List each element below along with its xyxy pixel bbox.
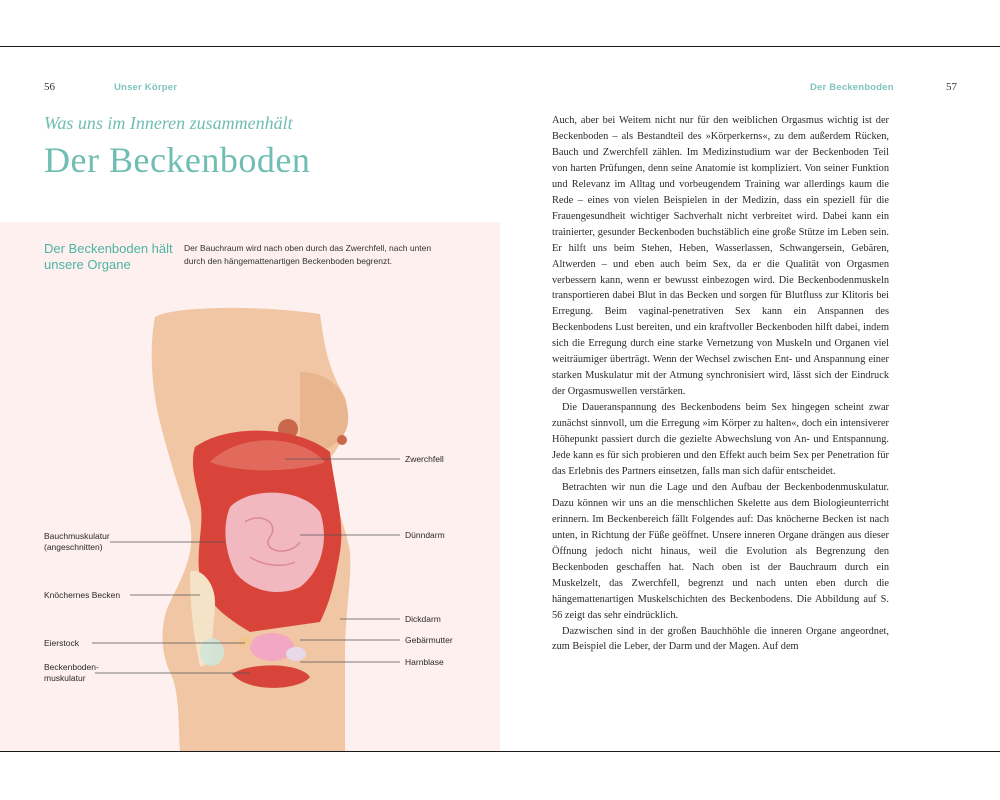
body-text	[552, 113, 889, 655]
label-beckenboden-1: Beckenboden-	[44, 662, 99, 672]
label-beckenboden-2: muskulatur	[44, 673, 86, 683]
label-gebaermutter: Gebärmutter	[405, 635, 453, 645]
page-number-left: 56	[44, 81, 55, 93]
ovary-shape	[238, 637, 252, 647]
nipple-right	[337, 435, 347, 445]
running-head-right: Der Beckenboden	[810, 82, 894, 93]
label-harnblase: Harnblase	[405, 657, 444, 667]
figure-caption: Der Bauchraum wird nach oben durch das Zwerchfell, nach unten durch den hängemattenartigen Beckenboden begrenzt.	[184, 243, 432, 266]
paragraph: Betrachten wir nun die Lage und den Aufbau der Beckenbodenmuskulatur. Dazu können wir uns an die menschlichen Skelette aus dem Biologieunterricht erinnern. Im Beckenbereich fällt Folgendes auf: Das knöcherne Becken ist nach unten, in Richtung der Füße geöffnet. Unsere inneren Organe drängen aus dieser Öffnung jedoch nicht hinaus, weil die Evolution als Begrenzung den Beckenboden geschaffen hat. Nach oben ist der Bauchraum durch ein Muskelzelt, das Zwerchfell, begrenzt und nach unten eben durch die hängemattenartigen Muskelschichten des Beckenbodens. Die Abbildung auf S. 56 zeigt das sehr eindrücklich.	[552, 481, 889, 621]
running-head-left: Unser Körper	[114, 82, 178, 93]
figure-heading: Der Beckenboden hält unsere Organe	[44, 241, 173, 272]
label-eierstock: Eierstock	[44, 638, 79, 648]
paragraph: Dazwischen sind in der großen Bauchhöhle die inneren Organe angeordnet, zum Beispiel die Leber, der Darm und der Magen. Auf dem	[552, 625, 889, 653]
label-bauchmuskulatur-1: Bauchmuskulatur	[44, 531, 110, 541]
chapter-title: Der Beckenboden	[44, 140, 311, 180]
bladder-shape	[286, 647, 306, 661]
label-zwerchfell: Zwerchfell	[405, 454, 444, 464]
label-duenndarm: Dünndarm	[405, 530, 445, 540]
bottom-border-line	[0, 751, 1000, 752]
label-knoechernes-becken: Knöchernes Becken	[44, 590, 121, 600]
small-intestine	[225, 493, 324, 592]
label-bauchmuskulatur-2: (angeschnitten)	[44, 542, 103, 552]
page-number-right: 57	[946, 81, 957, 93]
label-dickdarm: Dickdarm	[405, 614, 441, 624]
paragraph: Auch, aber bei Weitem nicht nur für den weiblichen Orgasmus wichtig ist der Beckenboden – als Bestandteil des »Körperkerns«, zu dem außerdem Rücken, Bauch und Zwerchfell zählen. Im Medizinstudium war der Beckenboden Teil von harten Prüfungen, denn seine Anatomie ist kompliziert. Von seiner Funktion und Relevanz im Alltag und vorbeugendem Training war allerdings kaum die Rede – eines von vielen Beispielen in der Medizin, dass ein speziell für die Frauengesundheit wichtiger Sachverhalt nicht verbreitet wird. Dabei kann ein trainierter, gesunder Beckenboden buchstäblich eine große Stütze im Leben sein. Er hilft uns beim Stehen, Heben, Wasserlassen, Schwangersein, Gebären, Altwerden – und eben auch beim Sex, da er die Qualität von Orgasmen verbessern kann, wenn er bewusst einbezogen wird. Die Beckenbodenmuskeln transportieren dabei Blut in das Becken und sorgen für Blutfluss zur Klitoris bei Erregung. Beim vaginal-penetrativen Sex kann ein Anspannen des Beckenbodens Lust bereiten, und ein kraftvoller Beckenboden hilft dabei, indem sich die Erregung durch eine starke Vernetzung von Muskeln und Organen viel weiträumiger überträgt. Wenn der Wechsel zwischen Ent- und Anspannung einer starken Muskulatur mit der Atmung synchronisiert wird, lässt sich der Eindruck der Orgasmuswellen verstärken.	[552, 115, 889, 398]
chapter-subtitle: Was uns im Inneren zusammenhält	[44, 113, 293, 133]
right-page	[500, 47, 1000, 751]
paragraph: Die Daueranspannung des Beckenbodens beim Sex hingegen scheint zwar zunächst sinnvoll, um die Erregung »im Körper zu halten«, doch ein intensiverer Höhepunkt passiert durch die gezielte Abwechslung von An- und Entspannung. Jede kann es für sich probieren und den Effekt auch beim Sex per Penetration für das Erlebnis des Partners einsetzen, falls man sich dafür entscheidet.	[552, 402, 889, 477]
left-page	[0, 47, 500, 751]
